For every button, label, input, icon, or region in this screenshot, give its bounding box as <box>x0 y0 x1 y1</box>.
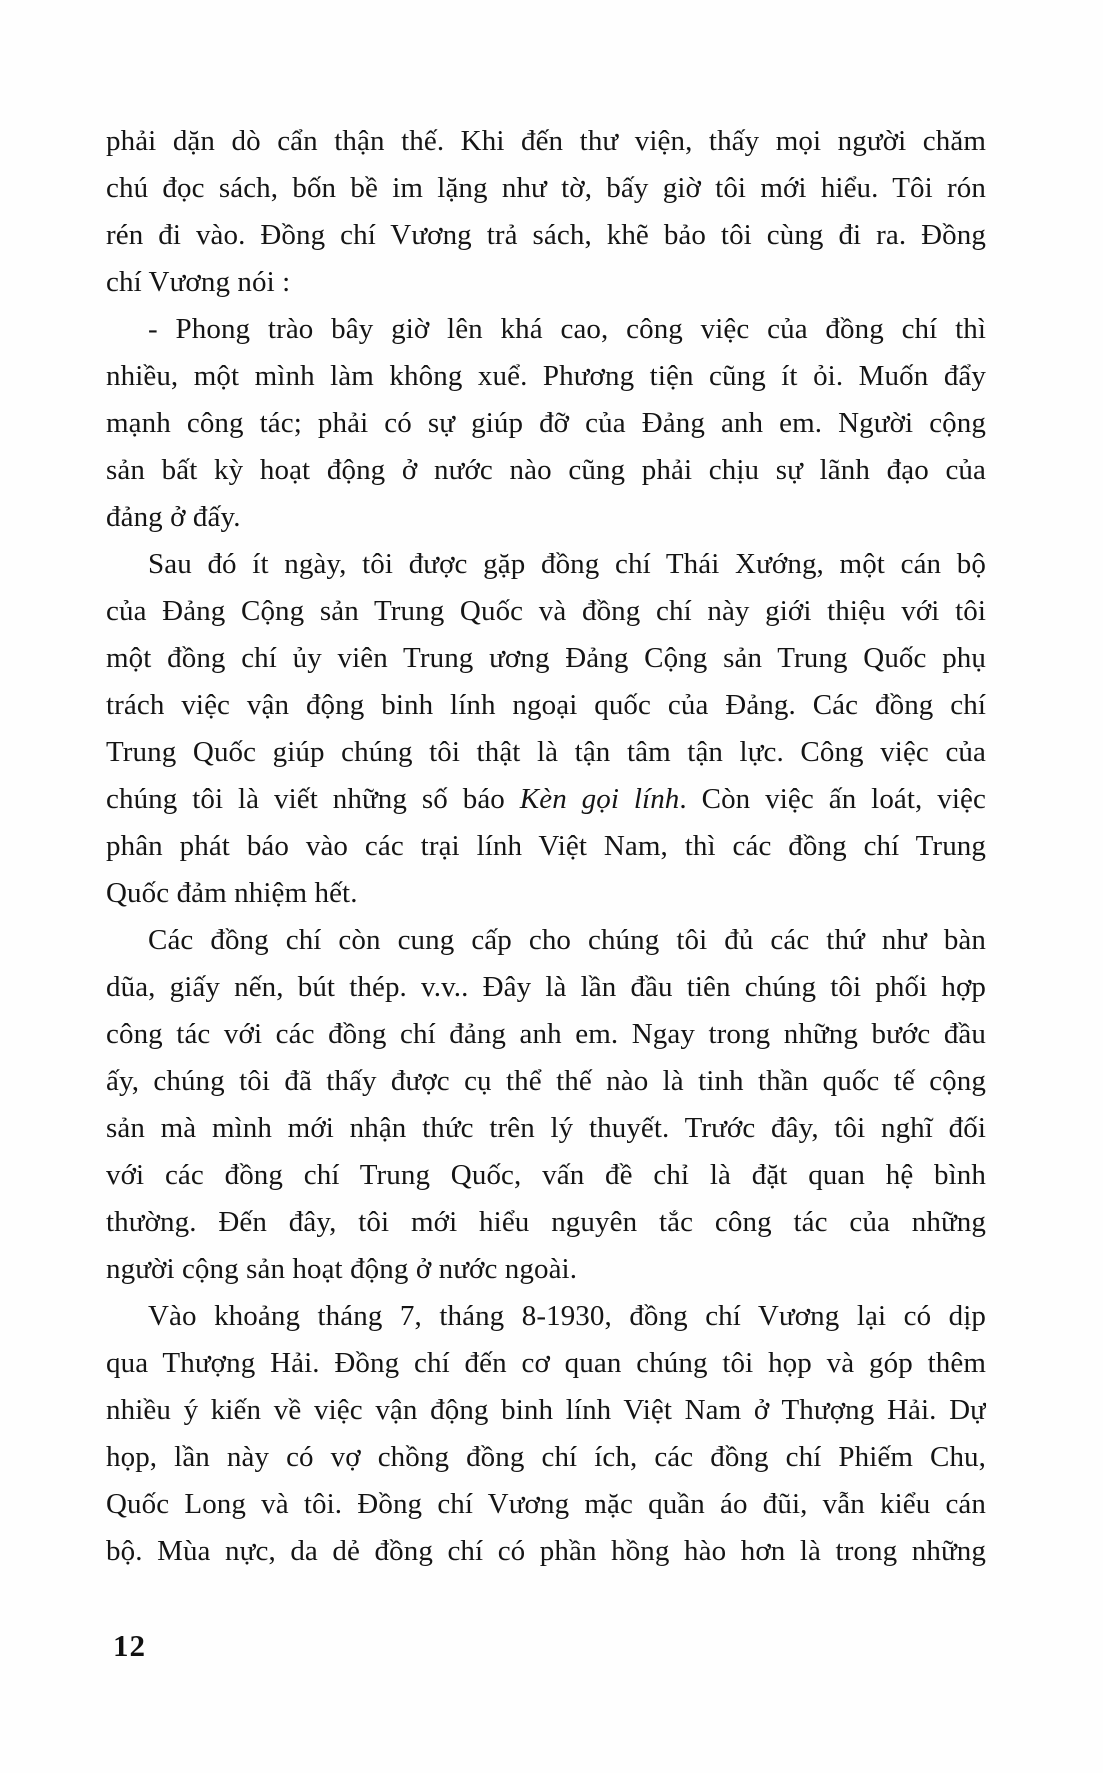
text-segment: chí Vương nói : <box>106 266 291 298</box>
text-segment: dũa, giấy nến, bút thép. v.v.. Đây là lần đầu tiên chúng tôi phối hợp <box>106 971 986 1003</box>
text-segment: phân phát báo vào các trại lính Việt Nam, thì các đồng chí Trung <box>106 830 986 862</box>
text-segment: Vào khoảng tháng 7, tháng 8-1930, đồng chí Vương lại có dịp <box>148 1300 986 1332</box>
text-line <box>106 635 986 682</box>
text-line <box>106 1058 986 1105</box>
text-line <box>106 212 986 259</box>
text-line <box>106 870 986 917</box>
text-line <box>106 729 986 776</box>
text-line <box>106 964 986 1011</box>
text-line <box>106 682 986 729</box>
text-segment: . Còn việc ấn loát, việc <box>679 783 986 815</box>
text-segment: sản bất kỳ hoạt động ở nước nào cũng phải chịu sự lãnh đạo của <box>106 454 986 486</box>
text-segment: chúng tôi là viết những số báo <box>106 783 520 815</box>
text-segment: phải dặn dò cẩn thận thế. Khi đến thư viện, thấy mọi người chăm <box>106 125 986 157</box>
text-line <box>106 165 986 212</box>
text-segment: Quốc Long và tôi. Đồng chí Vương mặc quần áo đũi, vẫn kiểu cán <box>106 1488 986 1520</box>
text-segment: chú đọc sách, bốn bề im lặng như tờ, bấy giờ tôi mới hiểu. Tôi rón <box>106 172 986 204</box>
text-line <box>106 541 986 588</box>
text-line <box>106 776 986 823</box>
text-line <box>106 447 986 494</box>
text-line <box>106 1340 986 1387</box>
text-segment: trách việc vận động binh lính ngoại quốc của Đảng. Các đồng chí <box>106 689 986 721</box>
text-segment: Trung Quốc giúp chúng tôi thật là tận tâm tận lực. Công việc của <box>106 736 986 768</box>
page-number: 12 <box>113 1628 146 1663</box>
text-segment: Các đồng chí còn cung cấp cho chúng tôi đủ các thứ như bàn <box>148 924 986 956</box>
text-line <box>106 1199 986 1246</box>
text-segment: họp, lần này có vợ chồng đồng chí ích, các đồng chí Phiếm Chu, <box>106 1441 986 1473</box>
text-segment: Quốc đảm nhiệm hết. <box>106 877 358 909</box>
text-line <box>106 494 986 541</box>
text-line <box>106 353 986 400</box>
text-segment: mạnh công tác; phải có sự giúp đỡ của Đảng anh em. Người cộng <box>106 407 986 439</box>
text-segment: Sau đó ít ngày, tôi được gặp đồng chí Thái Xướng, một cán bộ <box>148 548 986 580</box>
text-segment: của Đảng Cộng sản Trung Quốc và đồng chí này giới thiệu với tôi <box>106 595 986 627</box>
text-segment: đảng ở đấy. <box>106 501 241 533</box>
text-segment: thường. Đến đây, tôi mới hiểu nguyên tắc công tác của những <box>106 1206 986 1238</box>
text-line <box>106 1481 986 1528</box>
text-line <box>106 1293 986 1340</box>
text-segment: một đồng chí ủy viên Trung ương Đảng Cộng sản Trung Quốc phụ <box>106 642 986 674</box>
text-segment: công tác với các đồng chí đảng anh em. Ngay trong những bước đầu <box>106 1018 986 1050</box>
page-text-block <box>106 118 986 1575</box>
text-segment: - Phong trào bây giờ lên khá cao, công việc của đồng chí thì <box>148 313 986 345</box>
text-line <box>106 1152 986 1199</box>
text-line <box>106 1246 986 1293</box>
text-line <box>106 1387 986 1434</box>
text-line <box>106 1105 986 1152</box>
text-line <box>106 917 986 964</box>
text-segment: bộ. Mùa nực, da dẻ đồng chí có phần hồng hào hơn là trong những <box>106 1535 986 1567</box>
text-segment: sản mà mình mới nhận thức trên lý thuyết. Trước đây, tôi nghĩ đối <box>106 1112 986 1144</box>
text-segment: ấy, chúng tôi đã thấy được cụ thể thế nào là tinh thần quốc tế cộng <box>106 1065 986 1097</box>
text-line <box>106 400 986 447</box>
text-line <box>106 588 986 635</box>
text-line <box>106 259 986 306</box>
text-line <box>106 1528 986 1575</box>
text-line <box>106 306 986 353</box>
text-segment: nhiều ý kiến về việc vận động binh lính Việt Nam ở Thượng Hải. Dự <box>106 1394 986 1426</box>
text-segment: với các đồng chí Trung Quốc, vấn đề chỉ là đặt quan hệ bình <box>106 1159 986 1191</box>
text-line <box>106 1011 986 1058</box>
text-segment: qua Thượng Hải. Đồng chí đến cơ quan chúng tôi họp và góp thêm <box>106 1347 986 1379</box>
text-segment: rén đi vào. Đồng chí Vương trả sách, khẽ bảo tôi cùng đi ra. Đồng <box>106 219 986 251</box>
italic-text-segment: Kèn gọi lính <box>519 783 680 815</box>
text-line <box>106 118 986 165</box>
text-line <box>106 823 986 870</box>
text-segment: nhiều, một mình làm không xuể. Phương tiện cũng ít ỏi. Muốn đẩy <box>106 360 986 392</box>
text-line <box>106 1434 986 1481</box>
text-segment: người cộng sản hoạt động ở nước ngoài. <box>106 1253 578 1285</box>
